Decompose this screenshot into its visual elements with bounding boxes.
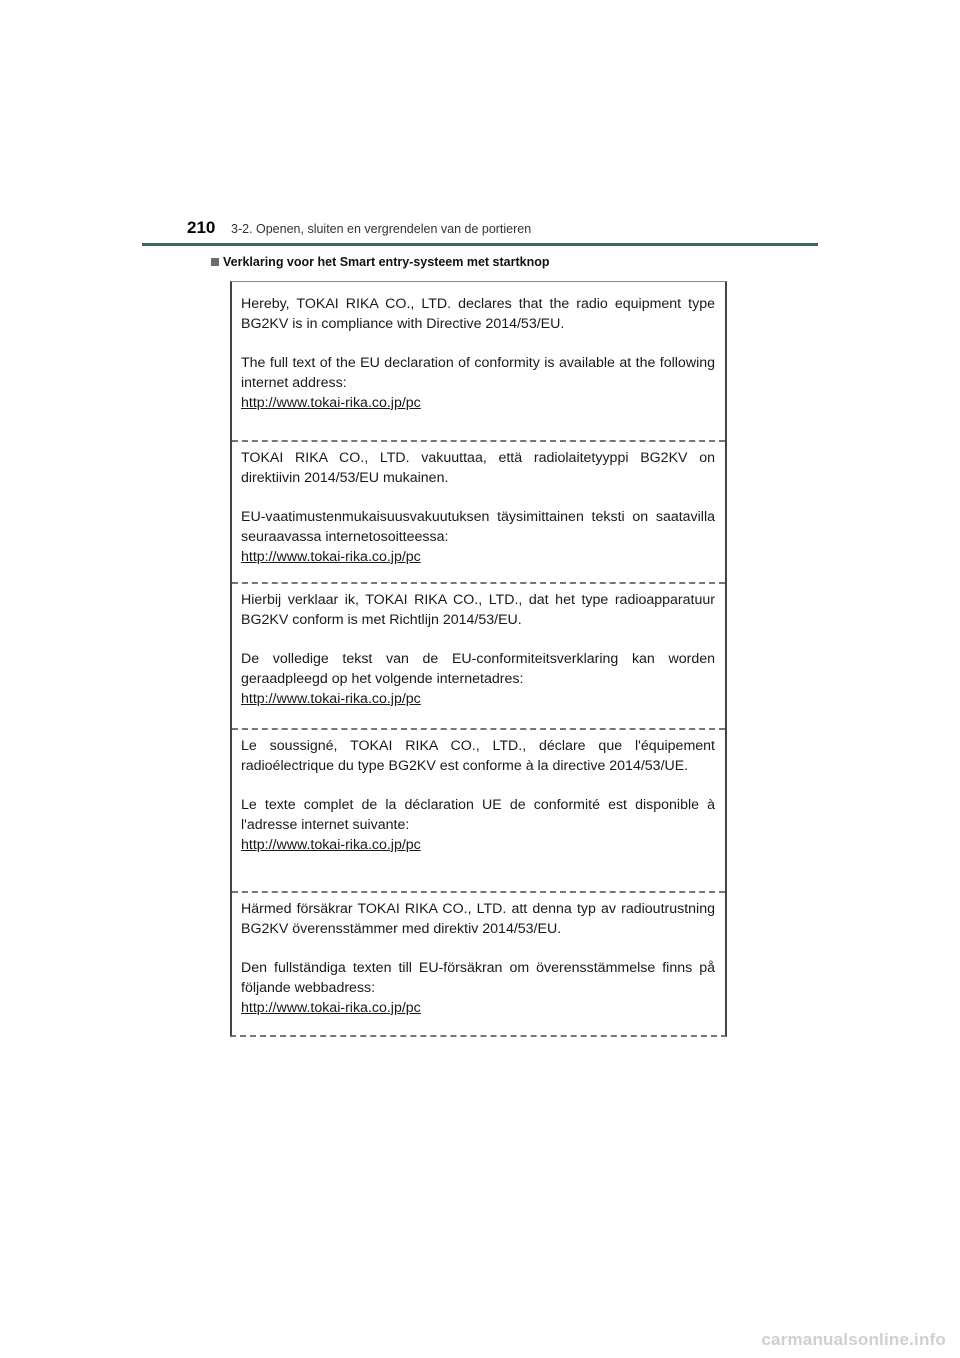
declaration-swedish <box>232 899 725 1018</box>
declaration-english <box>232 294 725 413</box>
page-number: 210 <box>187 218 216 237</box>
section-divider <box>232 891 725 893</box>
declaration-availability: EU-vaatimustenmukaisuusvakuutuksen täysimittainen teksti on saatavilla seuraavassa internetosoitteessa: <box>241 509 715 545</box>
section-divider <box>232 728 725 730</box>
declaration-finnish <box>232 448 725 567</box>
declaration-statement: TOKAI RIKA CO., LTD. vakuuttaa, että radiolaitetyyppi BG2KV on direktiivin 2014/53/EU mukainen. <box>241 450 715 486</box>
declaration-availability: Le texte complet de la déclaration UE de conformité est disponible à l'adresse internet suivante: <box>241 797 715 833</box>
declaration-statement: Härmed försäkrar TOKAI RIKA CO., LTD. att denna typ av radioutrustning BG2KV överensstämmer med direktiv 2014/53/EU. <box>241 901 715 937</box>
section-divider <box>232 582 725 584</box>
declaration-url-link[interactable]: http://www.tokai-rika.co.jp/pc <box>241 549 421 565</box>
footer-watermark: carmanualsonline.info <box>761 1330 946 1349</box>
chapter-title: 3-2. Openen, sluiten en vergrendelen van de portieren <box>231 222 532 236</box>
declaration-statement: Le soussigné, TOKAI RIKA CO., LTD., déclare que l'équipement radioélectrique du type BG2KV est conforme à la directive 2014/53/UE. <box>241 738 715 774</box>
declaration-url-link[interactable]: http://www.tokai-rika.co.jp/pc <box>241 395 421 411</box>
square-bullet-icon <box>211 258 219 266</box>
declaration-availability: The full text of the EU declaration of conformity is available at the following internet address: <box>241 355 715 391</box>
declaration-availability: Den fullständiga texten till EU-försäkran om överensstämmelse finns på följande webbadress: <box>241 960 715 996</box>
section-heading <box>211 255 550 269</box>
section-heading-text: Verklaring voor het Smart entry-systeem met startknop <box>223 255 550 269</box>
header-rule <box>142 243 818 246</box>
page-header <box>0 0 960 250</box>
declaration-url-link[interactable]: http://www.tokai-rika.co.jp/pc <box>241 691 421 707</box>
declaration-dutch <box>232 590 725 709</box>
declaration-statement: Hereby, TOKAI RIKA CO., LTD. declares that the radio equipment type BG2KV is in compliance with Directive 2014/53/EU. <box>241 296 715 332</box>
declaration-statement: Hierbij verklaar ik, TOKAI RIKA CO., LTD., dat het type radioapparatuur BG2KV conform is met Richtlijn 2014/53/EU. <box>241 592 715 628</box>
declaration-french <box>232 736 725 855</box>
declaration-url-link[interactable]: http://www.tokai-rika.co.jp/pc <box>241 837 421 853</box>
declaration-url-link[interactable]: http://www.tokai-rika.co.jp/pc <box>241 1000 421 1016</box>
section-divider <box>232 440 725 442</box>
declaration-availability: De volledige tekst van de EU-conformiteitsverklaring kan worden geraadpleegd op het volgende internetadres: <box>241 651 715 687</box>
declaration-of-conformity-box <box>230 281 727 1037</box>
